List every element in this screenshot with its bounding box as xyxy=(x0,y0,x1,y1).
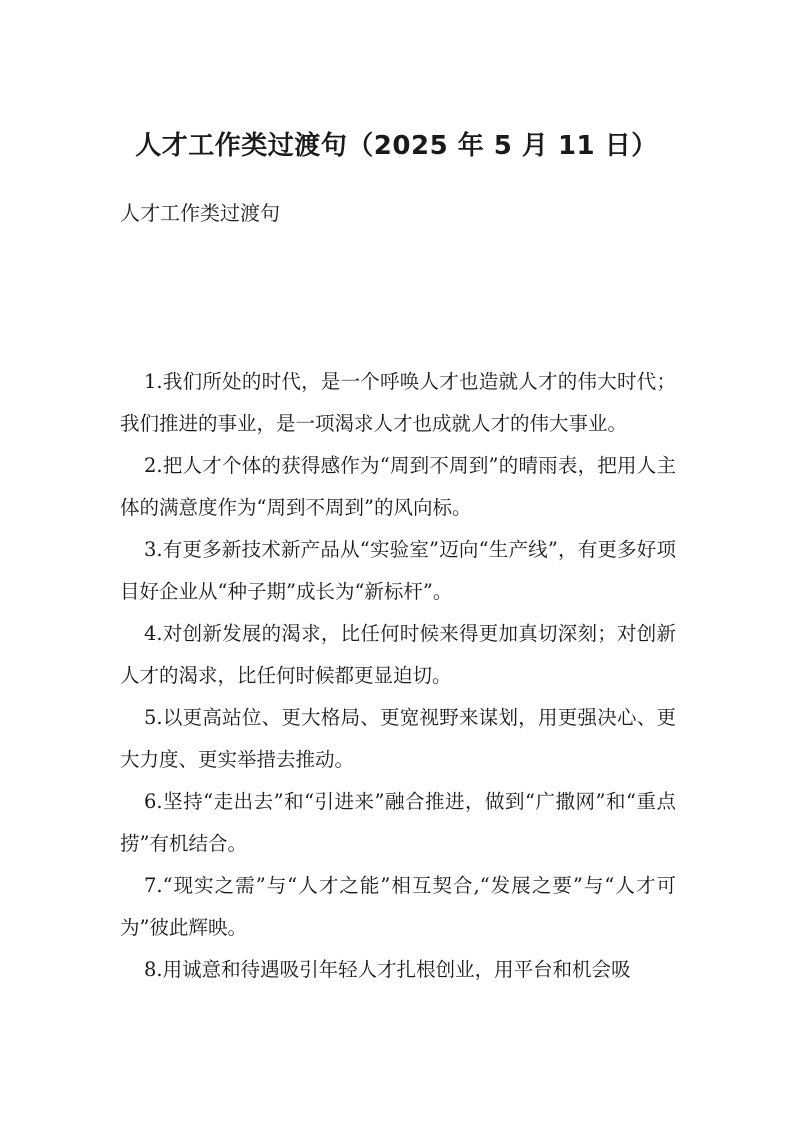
document-subtitle: 人才工作类过渡句 xyxy=(120,201,280,225)
list-item: 5.以更高站位、更大格局、更宽视野来谋划，用更强决心、更大力度、更实举措去推动。 xyxy=(120,706,676,771)
list-item: 4.对创新发展的渴求，比任何时候来得更加真切深刻；对创新人才的渴求，比任何时候都更显迫切。 xyxy=(120,622,676,687)
list-item: 8.用诚意和待遇吸引年轻人才扎根创业，用平台和机会吸 xyxy=(144,958,631,981)
list-item: 7.“现实之需”与“人才之能”相互契合,“发展之要”与“人才可为”彼此辉映。 xyxy=(120,874,676,939)
list-item: 2.把人才个体的获得感作为“周到不周到”的晴雨表，把用人主体的满意度作为“周到不周到”的风向标。 xyxy=(120,454,676,519)
transition-sentence-list xyxy=(120,361,676,991)
list-item: 6.坚持“走出去”和“引进来”融合推进，做到“广撒网”和“重点捞”有机结合。 xyxy=(120,790,676,855)
list-item: 3.有更多新技术新产品从“实验室”迈向“生产线”，有更多好项目好企业从“种子期”成长为“新标杆”。 xyxy=(120,538,676,603)
document-title: 人才工作类过渡句（2025 年 5 月 11 日） xyxy=(135,131,658,161)
list-item: 1.我们所处的时代，是一个呼唤人才也造就人才的伟大时代；我们推进的事业，是一项渴求人才也成就人才的伟大事业。 xyxy=(120,370,676,435)
